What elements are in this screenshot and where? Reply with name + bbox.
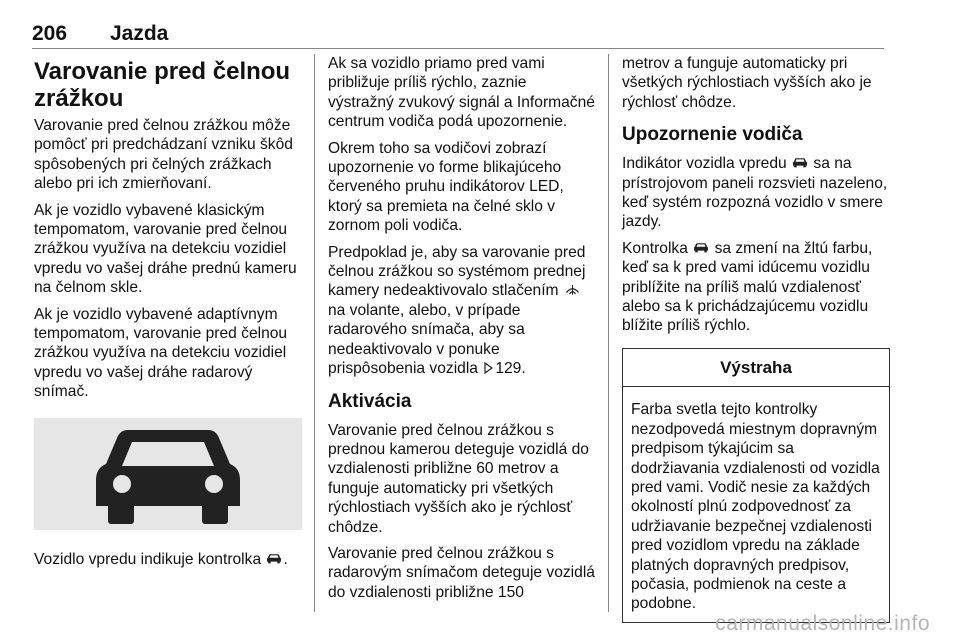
paragraph: Okrem toho sa vodičovi zobrazí upozornenie vo forme blikajúceho červeného pruhu indikátorov LED, ktorý sa premieta na čelné sklo v zornom poli vodiča. — [328, 139, 564, 235]
page-number: 206 — [32, 22, 68, 45]
vehicle-ahead-icon — [793, 156, 807, 169]
paragraph — [622, 239, 890, 336]
paragraph — [622, 154, 890, 232]
page-header — [32, 18, 884, 49]
section-title: Varovanie pred čelnou zrážkou — [34, 58, 291, 112]
paragraph: Varovanie pred čelnou zrážkou môže pomôcť pri predchádzaní vzniku škôd spôsobených pri čelných zrážkach alebo pri ich zmierňovaní. — [34, 117, 293, 193]
paragraph: metrov a funguje automaticky pri všetkých rýchlostiach vyšších ako je rýchlosť chôdze. — [622, 55, 872, 111]
paragraph — [328, 243, 596, 379]
vehicle-ahead-icon — [694, 241, 708, 254]
caption-text: Vozidlo vpredu indikuje kontrolka — [34, 550, 262, 568]
figure-caption — [34, 550, 302, 569]
paragraph: Varovanie pred čelnou zrážkou s prednou kamerou deteguje vozidlá do vzdialenosti približne 60 metrov a funguje automaticky pri všetkých rýchlostiach vyšších ako je rýchlosť chôdze. — [328, 421, 589, 536]
paragraph: Ak je vozidlo vybavené adaptívnym tempomatom, varovanie pred čelnou zrážkou využíva na detekciu vozidiel vpredu vo vašej dráhe radarový snímač. — [34, 305, 288, 401]
paragraph-part: Predpoklad je, aby sa varovanie pred čelnou zrážkou so systémom prednej kamery nedeaktivovalo stlačením — [328, 243, 586, 300]
caption-end: . — [283, 550, 288, 568]
steering-assist-icon — [565, 283, 580, 296]
warning-body: Farba svetla tejto kontrolky nezodpovedá miestnym dopravným predpisom týkajúcim sa dodržiavania vzdialenosti od vozidla pred vami. Vodič nesie za každých okolností plnú zodpovednosť za udržiavanie bezpečnej vzdialenosti pred vozidlom vpredu na základe platných dopravných predpisov, počasia, podmienok na ceste a podobne. — [631, 401, 880, 613]
column-divider — [608, 54, 609, 612]
paragraph-part: Indikátor vozidla vpredu — [622, 155, 787, 173]
paragraph-part: Kontrolka — [622, 239, 688, 257]
section-name: Jazda — [110, 22, 169, 45]
paragraph-part: sa na prístrojovom paneli rozsvieti nazeleno, keď systém rozpozná vozidlo v smere jazdy. — [622, 155, 888, 231]
subheading-activation: Aktivácia — [328, 390, 412, 412]
page-reference-text: 129. — [495, 360, 526, 378]
paragraph: Ak sa vozidlo priamo pred vami približuje príliš rýchlo, zaznie výstražný zvukový signál a Informačné centrum vodiča podá upozornenie. — [328, 55, 595, 131]
paragraph: Varovanie pred čelnou zrážkou s radarovým snímačom deteguje vozidlá do vzdialenosti približne 150 — [328, 544, 595, 601]
paragraph: Ak je vozidlo vybavené klasickým tempomatom, varovanie pred čelnou zrážkou využíva na detekciu vozidiel vpredu vo vašej dráhe prednú kameru na čelnom skle. — [34, 201, 297, 297]
paragraph-part: sa zmení na žltú farbu, keď sa k pred vami idúcemu vozidlu priblížite na príliš malú vzdialenosť alebo sa k prichádzajúcemu vozidlu blížite príliš rýchlo. — [622, 239, 873, 335]
vehicle-ahead-icon — [96, 422, 240, 526]
column-3 — [622, 54, 890, 623]
column-1 — [34, 54, 302, 576]
reference-arrow-icon — [484, 362, 493, 374]
warning-title: Výstraha — [623, 349, 889, 387]
subheading-driver-alert: Upozornenie vodiča — [622, 124, 803, 146]
watermark: carmanualsonline.info — [715, 612, 930, 635]
vehicle-ahead-icon — [267, 552, 281, 565]
warning-box — [622, 348, 890, 623]
paragraph-part: na volante, alebo, v prípade radarového snímača, aby sa nedeaktivovalo v ponuke prispôsobenia vozidla — [328, 301, 525, 378]
vehicle-ahead-figure — [34, 418, 302, 530]
column-divider — [314, 54, 315, 612]
column-2 — [328, 54, 596, 609]
page-reference[interactable] — [482, 360, 525, 377]
